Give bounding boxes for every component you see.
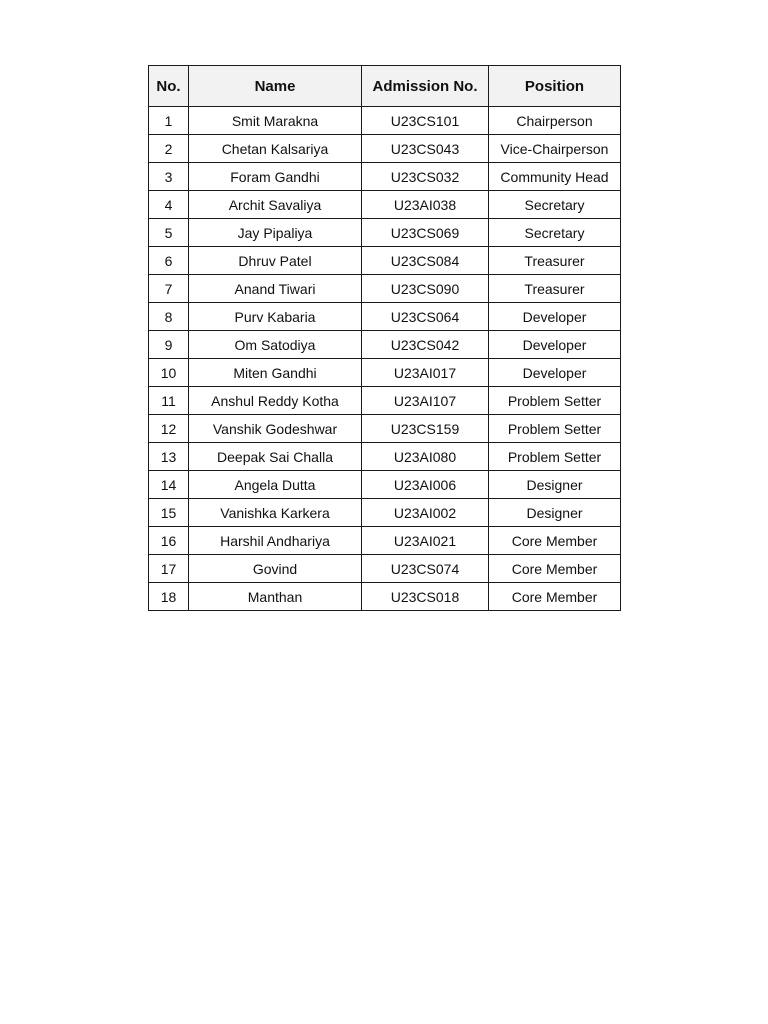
table-row (149, 527, 621, 555)
cell-name: Manthan (189, 583, 362, 611)
committee-table (148, 65, 621, 611)
cell-no: 11 (149, 387, 189, 415)
cell-admission-no: U23CS074 (362, 555, 489, 583)
cell-admission-no: U23CS084 (362, 247, 489, 275)
cell-name: Chetan Kalsariya (189, 135, 362, 163)
cell-position: Secretary (489, 191, 621, 219)
cell-admission-no: U23AI038 (362, 191, 489, 219)
cell-position: Treasurer (489, 247, 621, 275)
cell-position: Core Member (489, 583, 621, 611)
cell-no: 9 (149, 331, 189, 359)
table-row (149, 387, 621, 415)
table-row (149, 555, 621, 583)
cell-position: Chairperson (489, 107, 621, 135)
header-row (149, 66, 621, 107)
cell-name: Jay Pipaliya (189, 219, 362, 247)
table-row (149, 163, 621, 191)
cell-admission-no: U23CS018 (362, 583, 489, 611)
cell-name: Smit Marakna (189, 107, 362, 135)
cell-admission-no: U23CS032 (362, 163, 489, 191)
cell-admission-no: U23CS101 (362, 107, 489, 135)
cell-no: 17 (149, 555, 189, 583)
table-row (149, 359, 621, 387)
table-header (149, 66, 621, 107)
cell-name: Angela Dutta (189, 471, 362, 499)
cell-no: 13 (149, 443, 189, 471)
table-row (149, 219, 621, 247)
cell-name: Dhruv Patel (189, 247, 362, 275)
cell-position: Vice-Chairperson (489, 135, 621, 163)
cell-position: Problem Setter (489, 443, 621, 471)
cell-admission-no: U23AI006 (362, 471, 489, 499)
cell-position: Designer (489, 471, 621, 499)
table-row (149, 499, 621, 527)
cell-admission-no: U23AI021 (362, 527, 489, 555)
table-row (149, 247, 621, 275)
cell-position: Secretary (489, 219, 621, 247)
cell-position: Developer (489, 303, 621, 331)
table-row (149, 331, 621, 359)
cell-name: Om Satodiya (189, 331, 362, 359)
cell-admission-no: U23CS090 (362, 275, 489, 303)
cell-position: Community Head (489, 163, 621, 191)
cell-no: 12 (149, 415, 189, 443)
cell-no: 4 (149, 191, 189, 219)
cell-position: Core Member (489, 527, 621, 555)
cell-admission-no: U23CS042 (362, 331, 489, 359)
cell-name: Harshil Andhariya (189, 527, 362, 555)
cell-no: 10 (149, 359, 189, 387)
table-row (149, 107, 621, 135)
cell-admission-no: U23AI080 (362, 443, 489, 471)
cell-no: 6 (149, 247, 189, 275)
cell-name: Vanshik Godeshwar (189, 415, 362, 443)
cell-name: Foram Gandhi (189, 163, 362, 191)
cell-admission-no: U23CS064 (362, 303, 489, 331)
table-row (149, 471, 621, 499)
cell-no: 18 (149, 583, 189, 611)
table-row (149, 415, 621, 443)
cell-admission-no: U23CS069 (362, 219, 489, 247)
header-admission-no: Admission No. (362, 66, 489, 107)
cell-no: 2 (149, 135, 189, 163)
cell-position: Core Member (489, 555, 621, 583)
cell-no: 1 (149, 107, 189, 135)
cell-no: 14 (149, 471, 189, 499)
cell-name: Deepak Sai Challa (189, 443, 362, 471)
cell-no: 5 (149, 219, 189, 247)
cell-admission-no: U23CS043 (362, 135, 489, 163)
cell-position: Designer (489, 499, 621, 527)
cell-no: 7 (149, 275, 189, 303)
table-row (149, 191, 621, 219)
header-no: No. (149, 66, 189, 107)
cell-no: 3 (149, 163, 189, 191)
cell-name: Archit Savaliya (189, 191, 362, 219)
cell-no: 15 (149, 499, 189, 527)
header-position: Position (489, 66, 621, 107)
cell-name: Govind (189, 555, 362, 583)
cell-admission-no: U23CS159 (362, 415, 489, 443)
table-row (149, 583, 621, 611)
cell-name: Purv Kabaria (189, 303, 362, 331)
cell-position: Developer (489, 359, 621, 387)
table-row (149, 135, 621, 163)
table-body (149, 107, 621, 611)
cell-name: Anand Tiwari (189, 275, 362, 303)
cell-position: Problem Setter (489, 415, 621, 443)
table-row (149, 303, 621, 331)
table-row (149, 443, 621, 471)
table-row (149, 275, 621, 303)
cell-position: Developer (489, 331, 621, 359)
cell-admission-no: U23AI002 (362, 499, 489, 527)
header-name: Name (189, 66, 362, 107)
cell-position: Treasurer (489, 275, 621, 303)
cell-no: 8 (149, 303, 189, 331)
cell-no: 16 (149, 527, 189, 555)
cell-admission-no: U23AI107 (362, 387, 489, 415)
cell-name: Anshul Reddy Kotha (189, 387, 362, 415)
cell-name: Vanishka Karkera (189, 499, 362, 527)
cell-admission-no: U23AI017 (362, 359, 489, 387)
cell-position: Problem Setter (489, 387, 621, 415)
cell-name: Miten Gandhi (189, 359, 362, 387)
